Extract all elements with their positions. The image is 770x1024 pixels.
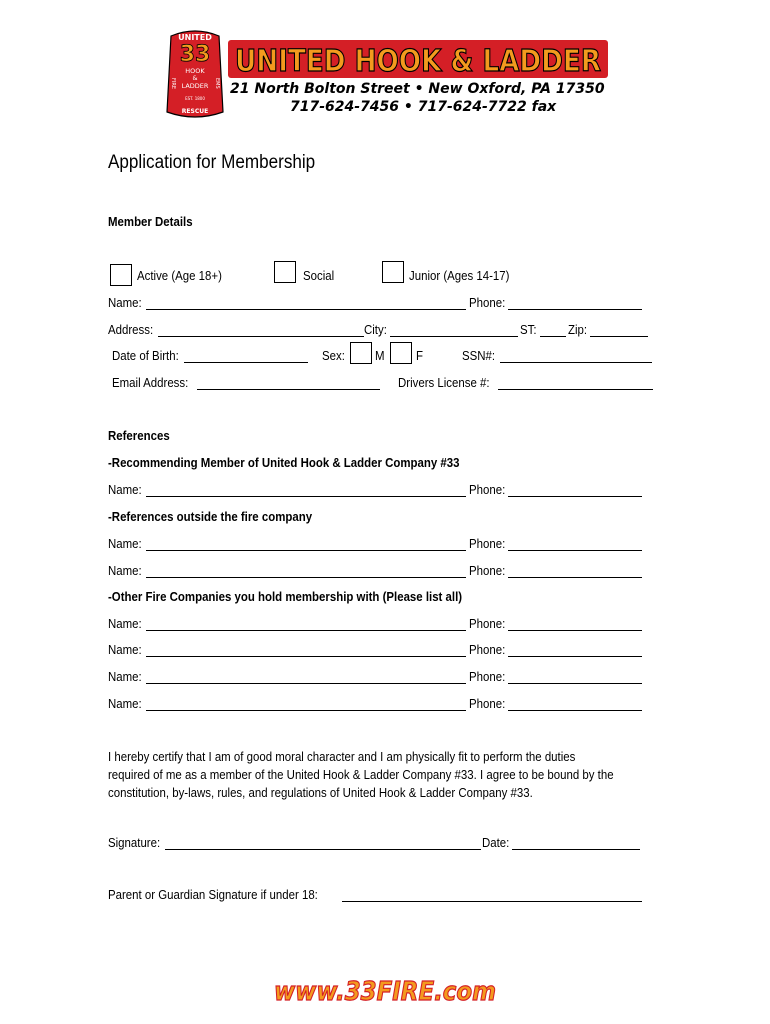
outside-ref-2-name-label: Name: <box>108 563 142 578</box>
org-name-banner <box>228 38 608 82</box>
logo-number: 33 <box>179 42 211 67</box>
state-label: ST: <box>520 322 537 337</box>
active-checkbox[interactable] <box>110 264 132 286</box>
email-field[interactable] <box>197 389 380 390</box>
signature-field[interactable] <box>165 849 481 850</box>
license-label: Drivers License #: <box>398 375 490 390</box>
license-field[interactable] <box>498 389 653 390</box>
other-company-4-name-field[interactable] <box>146 710 466 711</box>
other-company-2-name-field[interactable] <box>146 656 466 657</box>
zip-field[interactable] <box>590 336 648 337</box>
website-url[interactable] <box>270 972 500 1008</box>
date-label: Date: <box>482 835 510 850</box>
guardian-signature-label: Parent or Guardian Signature if under 18: <box>108 887 318 902</box>
recommending-phone-label: Phone: <box>469 482 506 497</box>
outside-ref-2-phone-field[interactable] <box>508 577 642 578</box>
org-phones: 717-624-7456 • 717-624-7722 fax <box>290 99 557 115</box>
recommending-heading: -Recommending Member of United Hook & Ladder Company #33 <box>108 455 460 470</box>
dob-field[interactable] <box>184 362 308 363</box>
other-company-1-phone-label: Phone: <box>469 616 506 631</box>
city-field[interactable] <box>390 336 518 337</box>
outside-ref-1-phone-label: Phone: <box>469 536 506 551</box>
sex-f-checkbox[interactable] <box>390 342 412 364</box>
other-companies-heading: -Other Fire Companies you hold membership with (Please list all) <box>108 589 463 604</box>
date-field[interactable] <box>512 849 640 850</box>
other-company-2-name-label: Name: <box>108 642 142 657</box>
sex-m-label: M <box>375 348 385 363</box>
outside-ref-2-phone-label: Phone: <box>469 563 506 578</box>
junior-option-label: Junior (Ages 14-17) <box>409 268 510 283</box>
member-details-heading: Member Details <box>108 214 193 229</box>
social-checkbox[interactable] <box>274 261 296 283</box>
other-company-4-phone-label: Phone: <box>469 696 506 711</box>
recommending-name-field[interactable] <box>146 496 466 497</box>
certification-statement <box>108 748 654 802</box>
sex-m-checkbox[interactable] <box>350 342 372 364</box>
outside-ref-2-name-field[interactable] <box>146 577 466 578</box>
other-company-2-phone-label: Phone: <box>469 642 506 657</box>
other-company-2-phone-field[interactable] <box>508 656 642 657</box>
guardian-signature-field[interactable] <box>342 901 642 902</box>
address-field[interactable] <box>158 336 364 337</box>
other-company-3-phone-field[interactable] <box>508 683 642 684</box>
logo-bottom-text: RESCUE <box>181 108 209 115</box>
other-company-4-phone-field[interactable] <box>508 710 642 711</box>
logo-est: EST. 1800 <box>185 96 205 101</box>
social-option-label: Social <box>303 268 335 283</box>
member-name-field[interactable] <box>146 309 466 310</box>
other-company-3-name-label: Name: <box>108 669 142 684</box>
other-company-3-name-field[interactable] <box>146 683 466 684</box>
other-company-1-phone-field[interactable] <box>508 630 642 631</box>
junior-checkbox[interactable] <box>382 261 404 283</box>
ssn-field[interactable] <box>500 362 652 363</box>
email-label: Email Address: <box>112 375 189 390</box>
logo-amp: & <box>192 74 198 82</box>
page-title: Application for Membership <box>108 152 316 173</box>
sex-f-label: F <box>416 348 423 363</box>
recommending-phone-field[interactable] <box>508 496 642 497</box>
certification-line-1: I hereby certify that I am of good moral character and I am physically fit to perform the duties <box>108 749 576 764</box>
dob-label: Date of Birth: <box>112 348 179 363</box>
logo-top-text: UNITED <box>178 33 212 42</box>
sex-label: Sex: <box>322 348 345 363</box>
logo-line1: HOOK <box>185 67 205 75</box>
active-option-label: Active (Age 18+) <box>137 268 222 283</box>
outside-references-heading: -References outside the fire company <box>108 509 313 524</box>
org-name: UNITED HOOK & LADDER <box>235 44 601 79</box>
city-label: City: <box>364 322 387 337</box>
outside-ref-1-name-label: Name: <box>108 536 142 551</box>
references-heading: References <box>108 428 170 443</box>
member-name-label: Name: <box>108 295 142 310</box>
certification-line-2: required of me as a member of the United Hook & Ladder Company #33. I agree to be bound by the <box>108 767 614 782</box>
website-text: www.33FIRE.com <box>274 977 496 1007</box>
certification-line-3: constitution, by-laws, rules, and regulations of United Hook & Ladder Company #33. <box>108 785 533 800</box>
member-phone-field[interactable] <box>508 309 642 310</box>
company-logo <box>165 28 225 120</box>
signature-label: Signature: <box>108 835 161 850</box>
state-field[interactable] <box>540 336 566 337</box>
zip-label: Zip: <box>568 322 588 337</box>
other-company-3-phone-label: Phone: <box>469 669 506 684</box>
logo-left-vertical: FIRE <box>170 78 176 89</box>
outside-ref-1-name-field[interactable] <box>146 550 466 551</box>
member-phone-label: Phone: <box>469 295 506 310</box>
recommending-name-label: Name: <box>108 482 142 497</box>
ssn-label: SSN#: <box>462 348 496 363</box>
logo-line2: LADDER <box>181 82 209 90</box>
address-label: Address: <box>108 322 154 337</box>
other-company-1-name-label: Name: <box>108 616 142 631</box>
other-company-4-name-label: Name: <box>108 696 142 711</box>
other-company-1-name-field[interactable] <box>146 630 466 631</box>
outside-ref-1-phone-field[interactable] <box>508 550 642 551</box>
logo-right-vertical: EMS <box>214 78 220 89</box>
org-address: 21 North Bolton Street • New Oxford, PA 17350 <box>230 81 605 97</box>
